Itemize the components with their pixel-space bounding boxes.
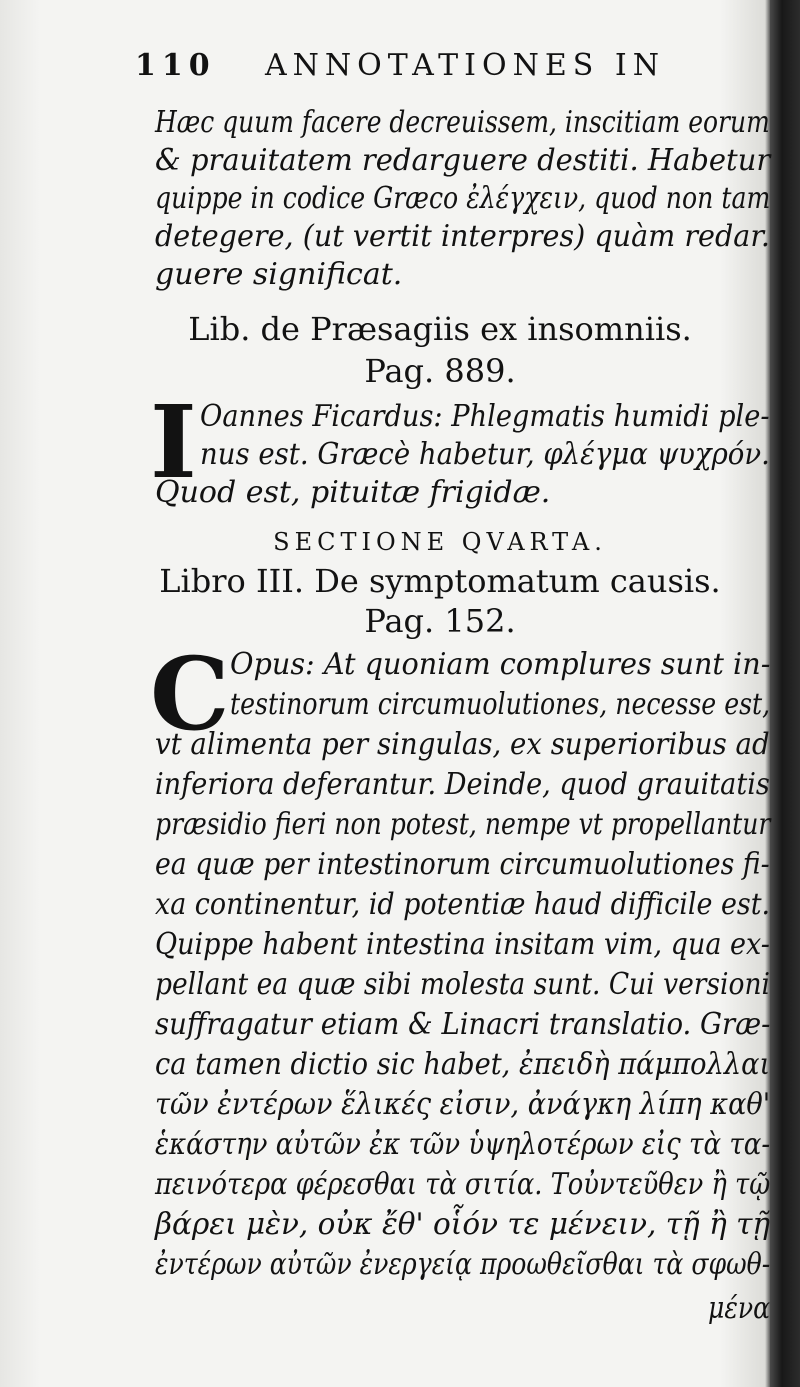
drop-cap: C <box>150 635 230 753</box>
text-line: ἐντέρων αὐτῶν ἐνεργείᾳ προωθεῖσθαι τὰ σφωθ- <box>155 1247 771 1282</box>
text-line: suffragatur etiam & Linacri translatio. Græ- <box>155 1007 771 1042</box>
text-line: Oannes Ficardus: Phlegmatis humidi ple- <box>200 399 770 434</box>
drop-cap: I <box>150 383 197 501</box>
text-line: detegere, (ut vertit interpres) quàm redar. <box>155 219 770 254</box>
text-line: Quippe habent intestina insitam vim, qua ex- <box>155 927 770 962</box>
section-heading: Lib. de Præsagiis ex insomniis. <box>188 310 692 348</box>
page-header <box>135 48 695 88</box>
page-reference: Pag. 889. <box>364 352 516 390</box>
catchword: μένα <box>708 1291 771 1326</box>
text-line: βάρει μὲν, οὐκ ἔθ' οἷόν τε μένειν, τῇ ἢ τῇ <box>155 1207 771 1242</box>
book-spine <box>770 0 800 1387</box>
text-line: Quod est, pituitæ frigidæ. <box>155 475 551 510</box>
text-line: inferiora deferantur. Deinde, quod grauitatis <box>155 767 770 802</box>
text-line: præsidio fieri non potest, nempe vt propellantur <box>155 807 771 842</box>
section-title: SECTIONE QVARTA. <box>273 528 607 556</box>
page-reference: Pag. 152. <box>364 602 516 640</box>
text-line: nus est. Græcè habetur, φλέγμα ψυχρόν. <box>200 437 770 472</box>
page-number: 110 <box>135 48 216 83</box>
text-line: guere significat. <box>155 257 403 292</box>
text-line: τῶν ἐντέρων ἕλικές εἰσιν, ἀνάγκη λίπη καθ' <box>155 1087 771 1122</box>
text-line: ea quæ per intestinorum circumuolutiones fi- <box>155 847 770 882</box>
section-heading: Libro III. De symptomatum causis. <box>159 562 721 600</box>
text-line: xa continentur, id potentiæ haud difficile est. <box>155 887 771 922</box>
text-line: & prauitatem redarguere destiti. Habetur <box>155 143 771 178</box>
text-line: ca tamen dictio sic habet, ἐπειδὴ πάμπολλαι <box>155 1047 771 1082</box>
text-line: quippe in codice Græco ἐλέγχειν, quod non tam <box>155 181 771 216</box>
text-line: vt alimenta per singulas, ex superioribus ad <box>155 727 770 762</box>
text-line: Hæc quum facere decreuissem, inscitiam eorum <box>155 105 770 140</box>
running-title: ANNOTATIONES IN <box>265 48 665 83</box>
text-line: Opus: At quoniam complures sunt in- <box>230 647 771 682</box>
text-line: testinorum circumuolutiones, necesse est, <box>230 687 771 722</box>
text-line: πεινότερα φέρεσθαι τὰ σιτία. Τοὐντεῦθεν ἢ τῷ <box>155 1167 771 1202</box>
text-line: pellant ea quæ sibi molesta sunt. Cui versioni <box>155 967 771 1002</box>
text-line: ἑκάστην αὐτῶν ἐκ τῶν ὑψηλοτέρων εἰς τὰ τα- <box>155 1127 771 1162</box>
